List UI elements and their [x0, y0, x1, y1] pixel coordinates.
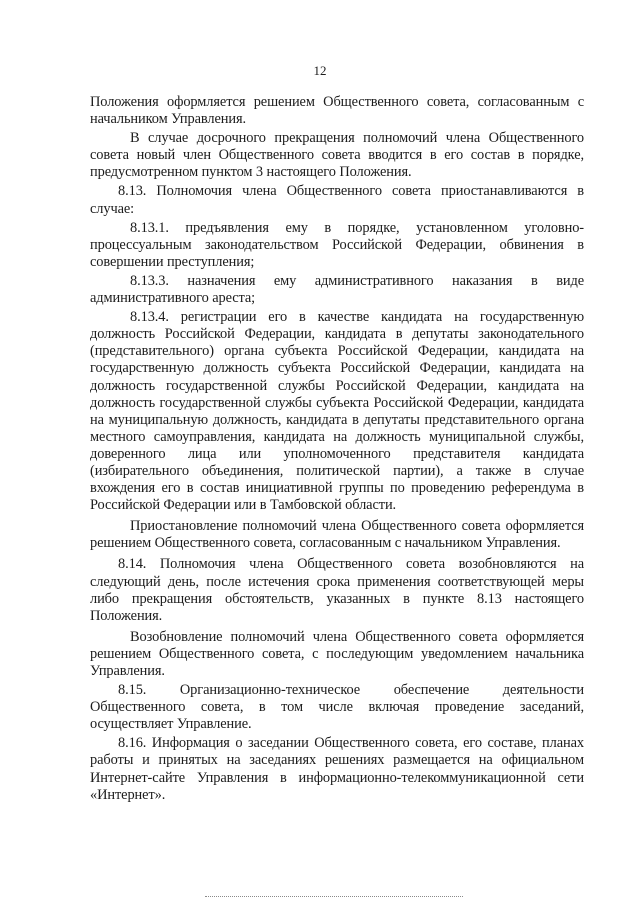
document-body — [90, 94, 584, 806]
paragraph-8-14: 8.14. Полномочия члена Общественного совета возобновляются на следующий день, после истечения срока применения соответствующей меры либо прекращения обстоятельств, указанных в пункте 8.13 настоящего Положения. — [90, 556, 584, 624]
page-number: 12 — [313, 63, 327, 78]
paragraph-8-15: 8.15. Организационно-техническое обеспечение деятельности Общественного совета, в том числе включая проведение заседаний, осуществляет Управление. — [90, 682, 584, 733]
paragraph-suspension: Приостановление полномочий члена Общественного совета оформляется решением Общественного совета, согласованным с начальником Управления. — [90, 518, 584, 552]
footer-rule — [205, 896, 463, 897]
paragraph-8-13-1: 8.13.1. предъявления ему в порядке, установленном уголовно-процессуальным законодательством Российской Федерации, обвинения в совершении преступления; — [90, 219, 584, 270]
paragraph-8-13: 8.13. Полномочия члена Общественного совета приостанавливаются в случае: — [90, 183, 584, 217]
paragraph-8-16: 8.16. Информация о заседании Общественного совета, его составе, планах работы и принятых на заседаниях решениях размещается на официальном Интернет-сайте Управления в информационно-телекоммуникационной сети «Интернет». — [90, 735, 584, 803]
paragraph-early-termination: В случае досрочного прекращения полномочий члена Общественного совета новый член Общественного совета вводится в его состав в порядке, предусмотренном пунктом 3 настоящего Положения. — [90, 130, 584, 181]
paragraph-continuation: Положения оформляется решением Общественного совета, согласованным с начальником Управления. — [90, 94, 584, 128]
paragraph-8-13-4: 8.13.4. регистрации его в качестве кандидата на государственную должность Российской Федерации, кандидата в депутаты законодательного (представительного) органа субъекта Российской Федерации, кандидата на государственную должность субъекта Российской Федерации, кандидата на должность государственной службы Российской Федерации, кандидата на должность государственной службы субъекта Российской Федерации, кандидата на муниципальную должность, кандидата в депутаты представительного органа местного самоуправления, кандидата на должность муниципальной службы, доверенного лица или уполномоченного представителя кандидата (избирательного объединения, политической партии), а также в случае вхождения его в состав инициативной группы по проведению референдума в Российской Федерации или в Тамбовской области. — [90, 309, 584, 514]
paragraph-8-13-3: 8.13.3. назначения ему административного наказания в виде административного ареста; — [90, 272, 584, 307]
paragraph-resumption: Возобновление полномочий члена Общественного совета оформляется решением Общественного совета, с последующим уведомлением начальника Управления. — [90, 628, 584, 679]
